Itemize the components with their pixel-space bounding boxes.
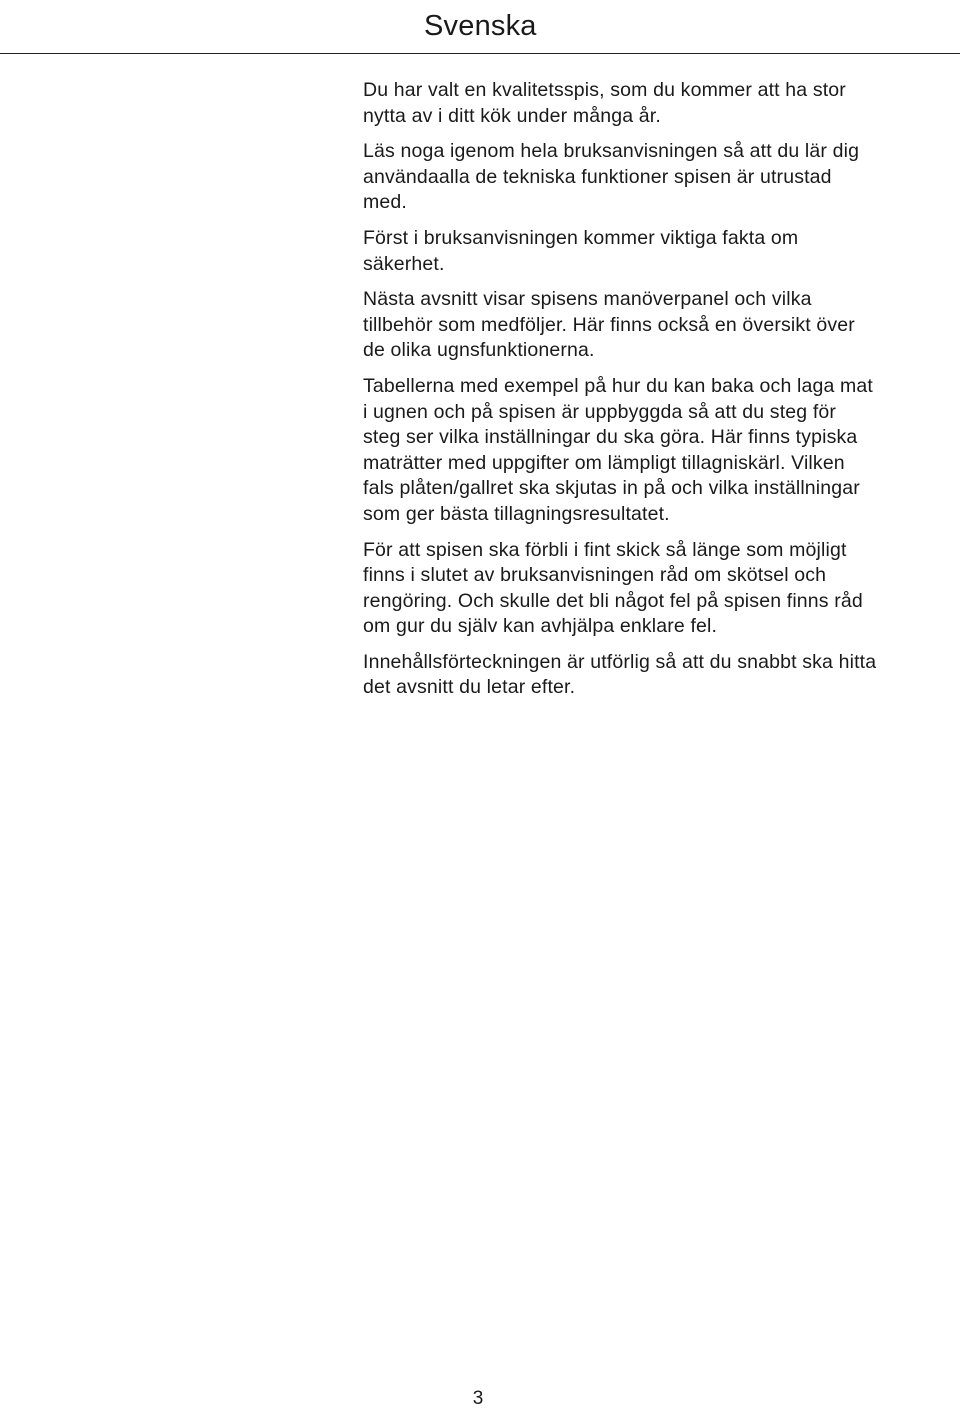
text-line: Först i bruksanvisningen kommer viktiga fakta om [363, 226, 799, 249]
page-number: 3 [472, 1388, 484, 1409]
text-line: de olika ugnsfunktionerna. [363, 339, 595, 362]
text-line: säkerhet. [363, 252, 445, 275]
text-line: om gur du själv kan avhjälpa enklare fel. [363, 615, 718, 638]
paragraph-contents [363, 650, 957, 701]
text-line: fals plåten/gallret ska skjutas in på och vilka inställningar [363, 477, 860, 500]
paragraph-maintenance [363, 538, 957, 640]
text-line: nytta av i ditt kök under många år. [363, 104, 661, 127]
text-line: Läs noga igenom hela bruksanvisningen så att du lär dig [363, 140, 860, 163]
paragraph-tables [363, 374, 957, 528]
body-text [363, 78, 957, 711]
text-line: Tabellerna med exempel på hur du kan baka och laga mat [363, 374, 873, 397]
paragraph-read-manual [363, 139, 957, 216]
text-line: maträtter med uppgifter om lämpligt tillagniskärl. Vilken [363, 451, 845, 474]
paragraph-control-panel [363, 287, 957, 364]
paragraph-safety [363, 226, 957, 277]
text-line: Nästa avsnitt visar spisens manöverpanel och vilka [363, 288, 812, 311]
text-line: rengöring. Och skulle det bli något fel på spisen finns råd [363, 589, 863, 612]
text-line: det avsnitt du letar efter. [363, 676, 576, 699]
text-line: Du har valt en kvalitetsspis, som du kommer att ha stor [363, 79, 846, 101]
page-title: Svenska [424, 10, 537, 42]
text-line: tillbehör som medföljer. Här finns också en översikt över [363, 313, 855, 336]
text-line: som ger bästa tillagningsresultatet. [363, 502, 670, 525]
text-line: steg ser vilka inställningar du ska göra. Här finns typiska [363, 426, 858, 449]
text-line: Innehållsförteckningen är utförlig så att du snabbt ska hitta [363, 650, 877, 673]
page-header [0, 0, 960, 54]
text-line: med. [363, 191, 407, 214]
header-divider [0, 53, 960, 54]
text-line: användaalla de tekniska funktioner spisen är utrustad [363, 165, 832, 188]
text-line: i ugnen och på spisen är uppbyggda så att du steg för [363, 400, 837, 423]
text-line: För att spisen ska förbli i fint skick så länge som möjligt [363, 538, 847, 561]
text-line: finns i slutet av bruksanvisningen råd om skötsel och [363, 564, 827, 587]
paragraph-intro [363, 78, 957, 129]
